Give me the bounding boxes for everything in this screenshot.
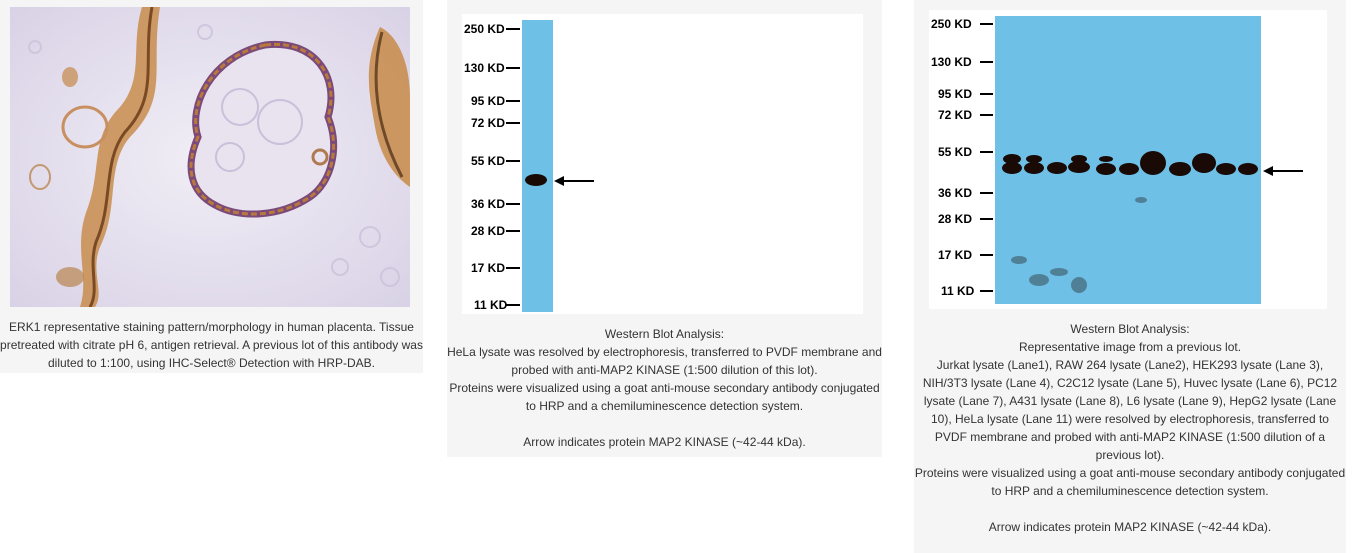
ihc-placenta-image xyxy=(10,7,410,307)
protein-band xyxy=(525,174,547,186)
marker-label: 17 KD xyxy=(471,261,506,275)
caption-line: Representative image from a previous lot. xyxy=(1018,340,1242,354)
marker-label: 130 KD xyxy=(931,55,972,69)
caption-line: Arrow indicates protein MAP2 KINASE (~42-44 kDa). xyxy=(988,520,1272,534)
marker-label: 130 KD xyxy=(464,61,505,75)
marker-label: 72 KD xyxy=(471,116,506,130)
marker-label: 95 KD xyxy=(471,94,506,108)
caption-line: Arrow indicates protein MAP2 KINASE (~42-44 kDa). xyxy=(523,435,806,449)
marker-label: 95 KD xyxy=(938,87,973,101)
caption-line: Western Blot Analysis: xyxy=(1070,322,1190,336)
western-blot-multi-lysate-caption xyxy=(914,320,1346,536)
marker-label: 72 KD xyxy=(938,108,973,122)
marker-label: 36 KD xyxy=(471,197,506,211)
marker-label: 28 KD xyxy=(938,212,973,226)
marker-label: 36 KD xyxy=(938,186,973,200)
marker-ticks xyxy=(980,24,993,291)
western-blot-hela-panel xyxy=(447,0,882,457)
ihc-caption: ERK1 representative staining pattern/morphology in human placenta. Tissue pretreated with citrate pH 6, antigen retrieval. A previous lot of this antibody was diluted to 1:100, using IHC-Select® Detection with HRP-DAB. xyxy=(0,320,423,370)
marker-label: 250 KD xyxy=(931,17,972,31)
western-blot-multi-lysate-panel xyxy=(914,0,1346,553)
caption-line: Western Blot Analysis: xyxy=(604,327,725,341)
arrow-icon xyxy=(1263,166,1303,176)
arrow-icon xyxy=(554,176,594,186)
caption-line: HeLa lysate was resolved by electrophoresis, transferred to PVDF membrane and probed with anti-MAP2 KINASE (1:500 dilution of this lot). xyxy=(447,345,882,377)
marker-label: 250 KD xyxy=(464,22,505,36)
marker-label: 17 KD xyxy=(938,248,973,262)
ihc-figure-panel xyxy=(0,0,423,373)
western-blot-hela-image xyxy=(462,14,863,314)
caption-line: Proteins were visualized using a goat anti-mouse secondary antibody conjugated to HRP and a chemiluminescence detection system. xyxy=(449,381,880,413)
marker-label: 55 KD xyxy=(471,154,506,168)
western-blot-multi-lysate-image xyxy=(929,10,1327,309)
marker-label: 11 KD xyxy=(474,298,508,312)
western-blot-hela-caption xyxy=(447,325,882,451)
membrane-strip xyxy=(522,20,553,312)
marker-ticks xyxy=(506,29,520,305)
marker-label: 55 KD xyxy=(938,145,973,159)
marker-label: 11 KD xyxy=(941,284,975,298)
marker-label: 28 KD xyxy=(471,224,506,238)
caption-line: Proteins were visualized using a goat anti-mouse secondary antibody conjugated to HRP and a chemiluminescence detection system. xyxy=(914,466,1346,498)
caption-line: Jurkat lysate (Lane1), RAW 264 lysate (Lane2), HEK293 lysate (Lane 3), NIH/3T3 lysate (Lane 4), C2C12 lysate (Lane 5), Huvec lysate (Lane 6), PC12 lysate (Lane 7), A431 lysate (Lane 8), L6 lysate (Lane 9), HepG2 lysate (Lane 10), HeLa lysate (Lane 11) were resolved by electrophoresis, transferred to PVDF membrane and probed with anti-MAP2 KINASE (1:500 dilution of a previous lot). xyxy=(922,358,1338,462)
